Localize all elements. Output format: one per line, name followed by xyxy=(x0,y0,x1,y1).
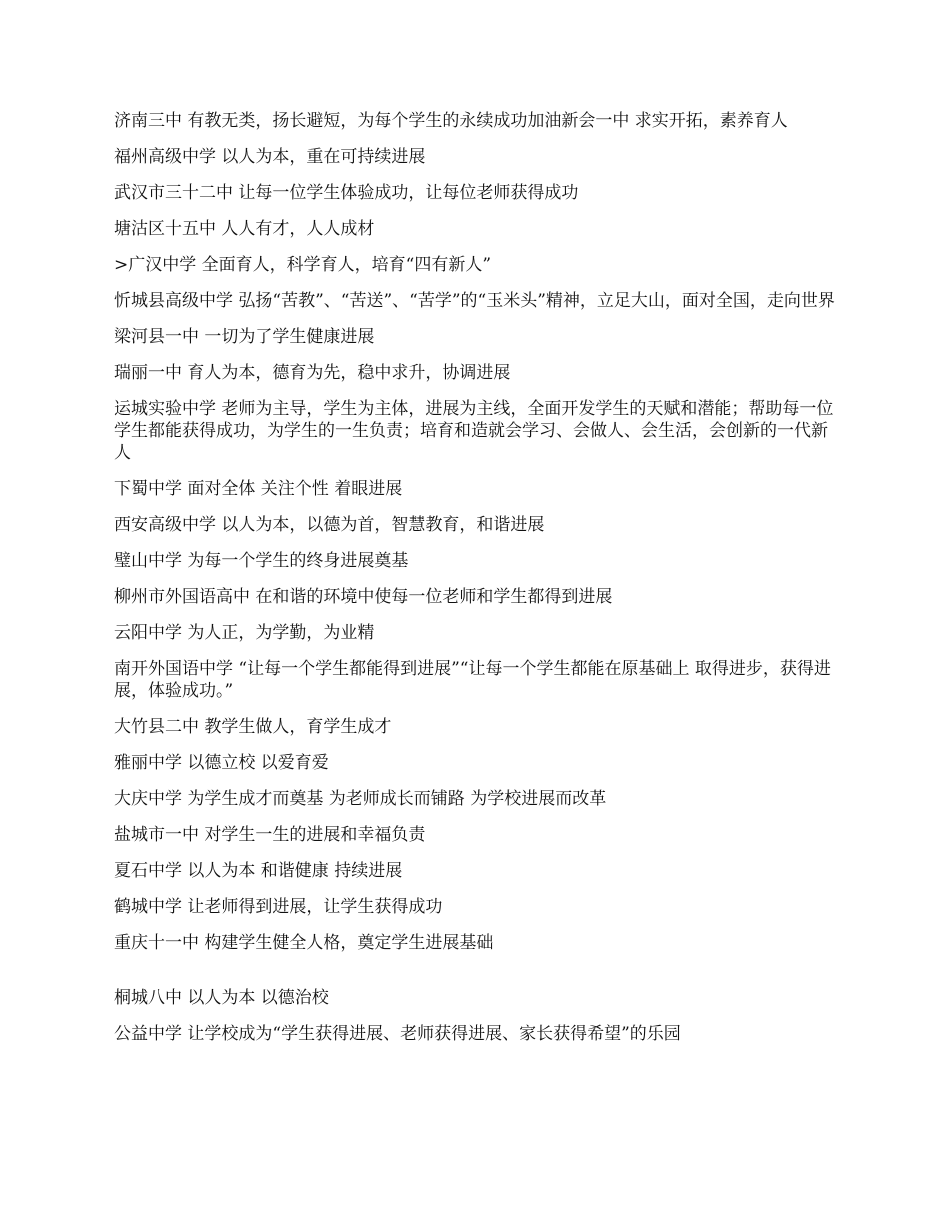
document-body xyxy=(114,110,836,1059)
paragraph-jinan-3: 济南三中 有教无类，扬长避短，为每个学生的永续成功加油新会一中 求实开拓，素养育人 xyxy=(114,111,788,131)
paragraph-xiashi: 夏石中学 以人为本 和谐健康 持续进展 xyxy=(114,861,403,881)
paragraph-lianghe: 梁河县一中 一切为了学生健康进展 xyxy=(114,327,375,347)
paragraph-nankai: 南开外国语中学 “让每一个学生都能得到进展”“让每一个学生都能在原基础上 取得进步，获得进展，体验成功。” xyxy=(114,659,831,701)
paragraph-daqing: 大庆中学 为学生成才而奠基 为老师成长而铺路 为学校进展而改革 xyxy=(114,789,607,809)
paragraph-dazhu-2: 大竹县二中 教学生做人，育学生成才 xyxy=(114,717,392,737)
paragraph-yuncheng: 运城实验中学 老师为主导，学生为主体，进展为主线，全面开发学生的天赋和潜能；帮助每一位学生都能获得成功，为学生的一生负责；培育和造就会学习、会做人、会生活，会创新的一代新人 xyxy=(114,399,834,463)
paragraph-tanggu-15: 塘沽区十五中 人人有才，人人成材 xyxy=(114,219,375,239)
paragraph-fuzhou: 福州高级中学 以人为本，重在可持续进展 xyxy=(114,147,426,167)
paragraph-chongqing-11: 重庆十一中 构建学生健全人格，奠定学生进展基础 xyxy=(114,933,494,953)
paragraph-xiashu: 下蜀中学 面对全体 关注个性 着眼进展 xyxy=(114,479,403,499)
paragraph-gongyi: 公益中学 让学校成为“学生获得进展、老师获得进展、家长获得希望”的乐园 xyxy=(114,1024,681,1044)
paragraph-hecheng: 鹤城中学 让老师得到进展，让学生获得成功 xyxy=(114,897,443,917)
paragraph-yali: 雅丽中学 以德立校 以爱育爱 xyxy=(114,753,329,773)
paragraph-yunyang: 云阳中学 为人正，为学勤，为业精 xyxy=(114,623,375,643)
paragraph-bishan: 璧山中学 为每一个学生的终身进展奠基 xyxy=(114,551,409,571)
paragraph-wuhan-32: 武汉市三十二中 让每一位学生体验成功，让每位老师获得成功 xyxy=(114,183,579,203)
paragraph-yancheng-1: 盐城市一中 对学生一生的进展和幸福负责 xyxy=(114,825,426,845)
paragraph-tongcheng-8: 桐城八中 以人为本 以德治校 xyxy=(114,988,329,1008)
paragraph-liuzhou: 柳州市外国语高中 在和谐的环境中使每一位老师和学生都得到进展 xyxy=(114,587,613,607)
paragraph-ruili: 瑞丽一中 育人为本，德育为先，稳中求升，协调进展 xyxy=(114,363,511,383)
paragraph-xincheng: 忻城县高级中学 弘扬“苦教”、“苦送”、“苦学”的“玉米头”精神，立足大山，面对全国，走向世界 xyxy=(114,291,835,311)
paragraph-xian: 西安高级中学 以人为本，以德为首，智慧教育，和谐进展 xyxy=(114,515,545,535)
paragraph-guanghan: >广汉中学 全面育人，科学育人，培育“四有新人” xyxy=(114,255,492,275)
